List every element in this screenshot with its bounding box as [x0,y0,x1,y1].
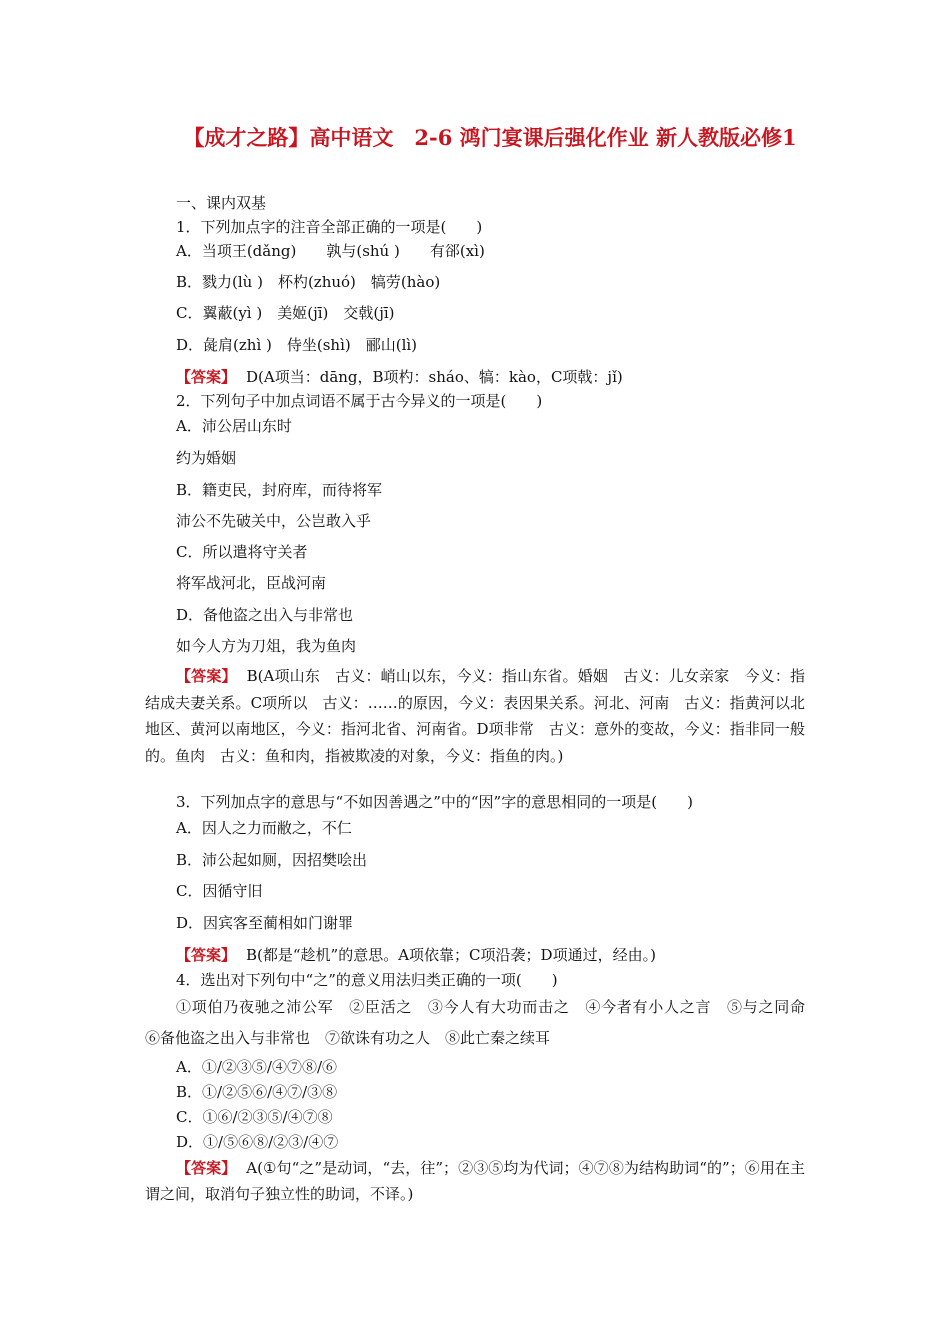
q3-option-d: D．因宾客至蔺相如门谢罪 [176,914,354,932]
q3-option-a: A．因人之力而敝之，不仁 [176,819,352,837]
q1-option-b: B．戮力(lù ) 杯杓(zhuó) 犒劳(hào) [176,273,441,291]
q4-option-b: B．①/②⑤⑥/④⑦/③⑧ [176,1083,338,1101]
q4-option-c: C．①⑥/②③⑤/④⑦⑧ [176,1108,333,1126]
q4-option-a: A．①/②③⑤/④⑦⑧/⑥ [176,1058,337,1076]
q4-answer [145,1155,805,1207]
q2-answer [145,663,805,769]
q1-option-d: D．彘肩(zhì ) 侍坐(shì) 郦山(lì) [176,336,418,354]
q1-stem: 1．下列加点字的注音全部正确的一项是( ) [176,218,483,236]
section-heading: 一、课内双基 [176,194,267,212]
q1-answer [176,366,623,388]
q4-sentences: ①项伯乃夜驰之沛公军 ②臣活之 ③今人有大功而击之 ④今者有小人之言 ⑤与之同命 ⑥备他盗之出入与非常也 ⑦欲诛有功之人 ⑧此亡秦之续耳 [145,998,821,1047]
q3-answer [176,944,656,966]
q3-option-c: C．因循守旧 [176,882,263,900]
q2-option-d-1: D．备他盗之出入与非常也 [176,606,354,624]
answer-label: 【答案】 [176,368,237,386]
q2-option-c-1: C．所以遣将守关者 [176,543,308,561]
document-title: 【成才之路】高中语文 2-6 鸿门宴课后强化作业 新人教版必修1 [183,125,797,150]
q3-option-b: B．沛公起如厕，因招樊哙出 [176,851,368,869]
q1-option-c: C．翼蔽(yì ) 美姬(jī) 交戟(jī) [176,304,395,322]
q3-answer-text: B(都是“趁机”的意思。A项依靠；C项沿袭；D项通过，经由。) [246,946,656,964]
q1-option-a: A．当项王(dǎng) 孰与(shú ) 有郤(xì) [176,242,485,260]
q2-stem: 2．下列句子中加点词语不属于古今异义的一项是( ) [176,392,543,410]
q4-stem: 4．选出对下列句中“之”的意义用法归类正确的一项( ) [176,971,558,989]
q1-answer-text: D(A项当：dāng，B项杓：sháo、犒：kào，C项戟：jǐ) [246,368,623,386]
q4-answer-text: A(①句“之”是动词，“去，往”；②③⑤均为代词；④⑦⑧为结构助词“的”；⑥用在主谓之间，取消句子独立性的助词，不译。) [145,1159,805,1203]
q2-option-b-2: 沛公不先破关中，公岂敢入乎 [176,512,372,530]
q2-option-a-2: 约为婚姻 [176,449,237,467]
q2-answer-text: B(A项山东 古义：峭山以东，今义：指山东省。婚姻 古义：儿女亲家 今义：指结成夫妻关系。C项所以 古义：……的原因，今义：表因果关系。河北、河南 古义：指黄河以北地区、黄河以南地区，今义：指河北省、河南省。D项非常 古义：意外的变故，今义：指非同一般的。鱼肉 古义：鱼和肉，指被欺凌的对象，今义：指鱼的肉。) [145,667,805,765]
q2-option-c-2: 将军战河北，臣战河南 [176,574,327,592]
q4-option-d: D．①/⑤⑥⑧/②③/④⑦ [176,1133,339,1151]
answer-label: 【答案】 [176,1159,237,1177]
q2-option-b-1: B．籍吏民，封府库，而待将军 [176,481,383,499]
q3-stem: 3．下列加点字的意思与“不如因善遇之”中的“因”字的意思相同的一项是( ) [176,793,693,811]
q2-option-d-2: 如今人方为刀俎，我为鱼肉 [176,637,357,655]
q2-option-a-1: A．沛公居山东时 [176,417,292,435]
answer-label: 【答案】 [176,667,237,685]
answer-label: 【答案】 [176,946,237,964]
